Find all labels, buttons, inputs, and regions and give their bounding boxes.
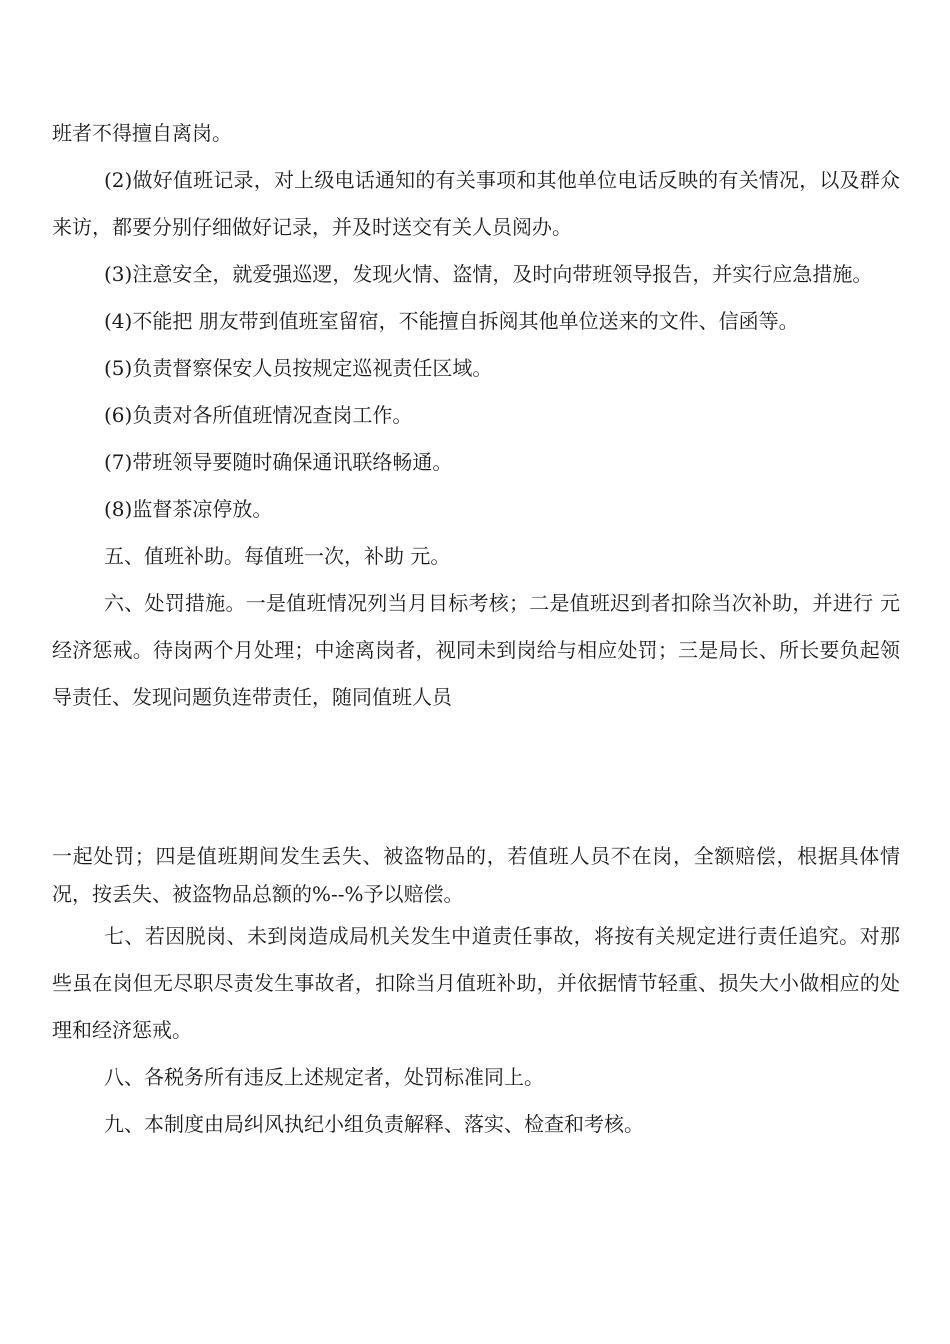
paragraph-penalties-continued: 一起处罚；四是值班期间发生丢失、被盗物品的，若值班人员不在岗，全额赔偿，根据具体情况，按丢失、被盗物品总额的%--%予以赔偿。 [52,844,900,906]
paragraph-item-8: (8)监督茶凉停放。 [104,497,273,521]
paragraph-item-2: (2)做好值班记录，对上级电话通知的有关事项和其他单位电话反映的有关情况，以及群众来访，都要分别仔细做好记录，并及时送交有关人员阅办。 [52,168,900,239]
paragraph-section-9-interpretation: 九、本制度由局纠风执纪小组负责解释、落实、检查和考核。 [104,1112,644,1136]
text-block-upper [52,110,900,721]
paragraph-section-5-subsidy: 五、值班补助。每值班一次，补助 元。 [104,544,451,568]
text-block-lower [52,837,900,1148]
paragraph-item-7: (7)带班领导要随时确保通讯联络畅通。 [104,450,453,474]
paragraph-continuation: 班者不得擅自离岗。 [52,121,232,145]
paragraph-item-5: (5)负责督察保安人员按规定巡视责任区域。 [104,356,493,380]
paragraph-item-6: (6)负责对各所值班情况查岗工作。 [104,403,413,427]
paragraph-item-3: (3)注意安全，就爱强巡逻，发现火情、盗情，及时向带班领导报告，并实行应急措施。 [104,262,873,286]
paragraph-section-8-tax-offices: 八、各税务所有违反上述规定者，处罚标准同上。 [104,1065,544,1089]
paragraph-section-6-penalties: 六、处罚措施。一是值班情况列当月目标考核；二是值班迟到者扣除当次补助，并进行 元经济惩戒。待岗两个月处理；中途离岗者，视同未到岗给与相应处罚；三是局长、所长要负起领导责任、发现问题负连带责任，随同值班人员 [52,591,900,709]
paragraph-section-7-accountability: 七、若因脱岗、未到岗造成局机关发生中道责任事故，将按有关规定进行责任追究。对那些虽在岗但无尽职尽责发生事故者，扣除当月值班补助，并依据情节轻重、损失大小做相应的处理和经济惩戒。 [52,924,900,1042]
paragraph-item-4: (4)不能把 朋友带到值班室留宿，不能擅自拆阅其他单位送来的文件、信函等。 [104,309,799,333]
